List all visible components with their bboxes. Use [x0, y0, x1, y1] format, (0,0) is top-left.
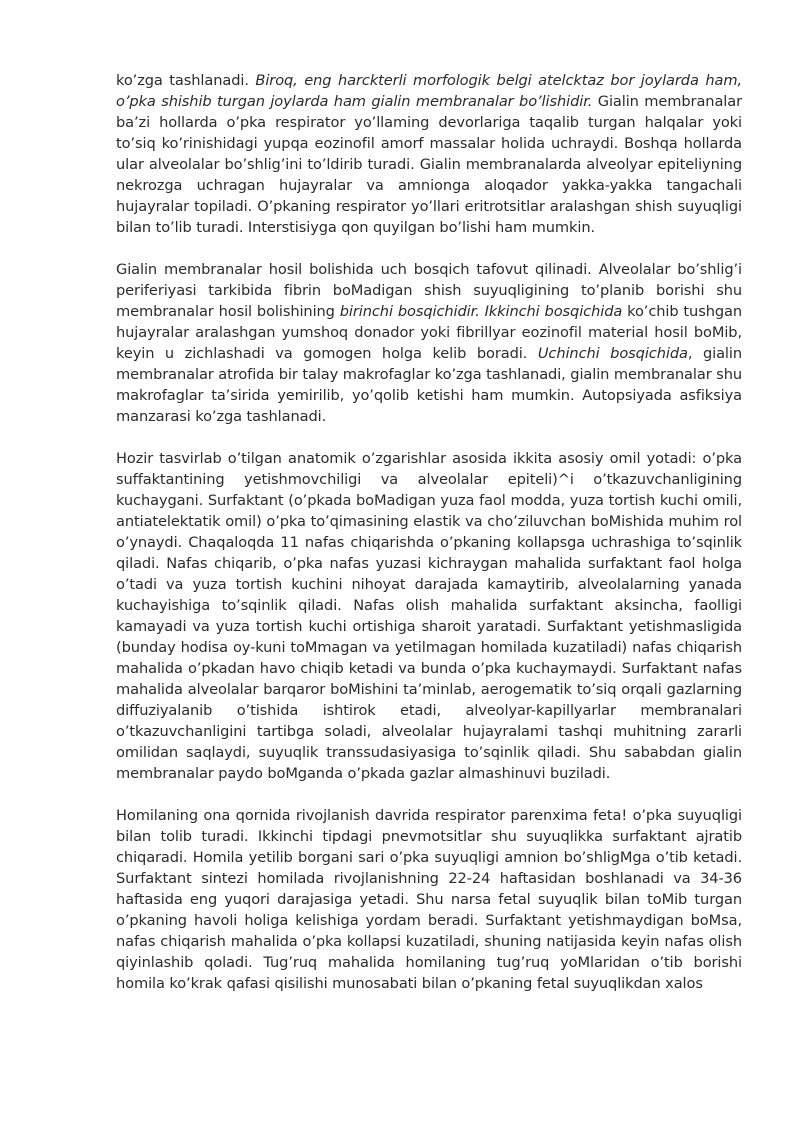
paragraph-text: Gialin membranalar hosil bolishida uch bosqich tafovut qilinadi. Alveolalar bo’shlig’i periferiyasi tarkibida fibrin boMadigan shish suyuqligining to’planib borishi shu membranalar hosil bolishining — [116, 261, 742, 320]
paragraph-text: , gialin membranalar atrofida bir talay makrofaglar ko’zga tashlanadi, gialin membranalar shu makrofaglar ta’sirida yemirilib, yo’qolib ketishi ham mumkin. Autopsiyada asfiksiya manzarasi ko’zga tashlanadi. — [116, 345, 742, 425]
paragraph-emphasis: Uchinchi bosqichida — [537, 345, 688, 362]
paragraph-emphasis: Biroq, eng harckterli morfologik belgi atelcktaz bor joylarda ham, o’pka shishib turgan joylarda ham gialin membranalar bo’lishidir. — [116, 72, 742, 110]
paragraph-4 — [116, 805, 742, 994]
paragraph-text: ko’chib tushgan hujayralar aralashgan yumshoq donador yoki fibrillyar eozinofil material hosil boMib, keyin u zichlashadi va gomogen holga kelib boradi. — [116, 303, 742, 362]
paragraph-text: Gialin membranalar ba’zi hollarda o’pka respirator yo’llaming devorlariga taqalib turgan halqalar yoki to’siq ko’rinishidagi yupqa eozinofil amorf massalar holida uchraydi. Boshqa hollarda ular alveolalar bo’shlig’ini to’ldirib turadi. Gialin membranalarda alveolyar epiteliyning nekrozga uchragan hujayralar va amnionga aloqador yakka-yakka tangachali hujayralar topiladi. O’pkaning respirator yo’llari eritrotsitlar aralashgan shish suyuqligi bilan to’lib turadi. Interstisiyga qon quyilgan bo’lishi ham mumkin. — [116, 93, 742, 236]
paragraph-3 — [116, 448, 742, 784]
text-body — [116, 70, 742, 994]
paragraph-text: Homilaning ona qornida rivojlanish davrida respirator parenxima feta! o’pka suyuqligi bilan tolib turadi. Ikkinchi tipdagi pnevmotsitlar shu suyuqlikka surfaktant ajratib chiqaradi. Homila yetilib borgani sari o’pka suyuqligi amnion bo’shligMga o’tib ketadi. Surfaktant sintezi homilada rivojlanishning 22-24 haftasidan boshlanadi va 34-36 haftasida eng yuqori darajasiga yetadi. Shu narsa fetal suyuqlik bilan toMib turgan o’pkaning havoli holiga kelishiga yordam beradi. Surfaktant yetishmaydigan boMsa, nafas chiqarish mahalida o’pka kollapsi kuzatiladi, shuning natijasida keyin nafas olish qiyinlashib qoladi. Tug’ruq mahalida homilaning tug’ruq yoMlaridan o’tib borishi homila ko’krak qafasi qisilishi munosabati bilan o’pkaning fetal suyuqlikdan xalos — [116, 807, 742, 992]
paragraph-2 — [116, 259, 742, 427]
paragraph-1 — [116, 70, 742, 238]
paragraph-text: ko’zga tashlanadi. — [116, 72, 256, 89]
paragraph-text: Hozir tasvirlab o’tilgan anatomik o’zgarishlar asosida ikkita asosiy omil yotadi: o’pka suffaktantining yetishmovchiligi va alveolalar epiteli)^i o’tkazuvchanligining kuchaygani. Surfaktant (o’pkada boMadigan yuza faol modda, yuza tortish kuchi omili, antiatelektatik omil) o’pka to’qimasining elastik va cho’ziluvchan boMishida muhim rol o’ynaydi. Chaqaloqda 11 nafas chiqarishda o’pkaning kollapsga uchrashiga to’sqinlik qiladi. Nafas chiqarib, o’pka nafas yuzasi kichraygan mahalida surfaktant faol holga o’tadi va yuza tortish kuchini nihoyat darajada kamaytirib, alveolalarning yanada kuchayishiga to’sqinlik qiladi. Nafas olish mahalida surfaktant aksincha, faolligi kamayadi va yuza tortish kuchi ortishiga sharoit yaratadi. Surfaktant yetishmasligida (bunday hodisa oy-kuni toMmagan va yetilmagan homilada kuzatiladi) nafas chiqarish mahalida o’pkadan havo chiqib ketadi va bunda o’pka kuchaymaydi. Surfaktant nafas mahalida alveolalar barqaror boMishini ta’minlab, aerogematik to’siq orqali gazlarning diffuziyalanib o’tishida ishtirok etadi, alveolyar-kapillyarlar membranalari o’tkazuvchanligini tartibga soladi, alveolalar hujayralami tashqi muhitning zararli omilidan saqlaydi, suyuqlik transsudasiyasiga to’sqinlik qiladi. Shu sababdan gialin membranalar paydo boMganda o’pkada gazlar almashinuvi buziladi. — [116, 450, 742, 782]
paragraph-emphasis: birinchi bosqichidir. Ikkinchi bosqichida — [339, 303, 623, 320]
